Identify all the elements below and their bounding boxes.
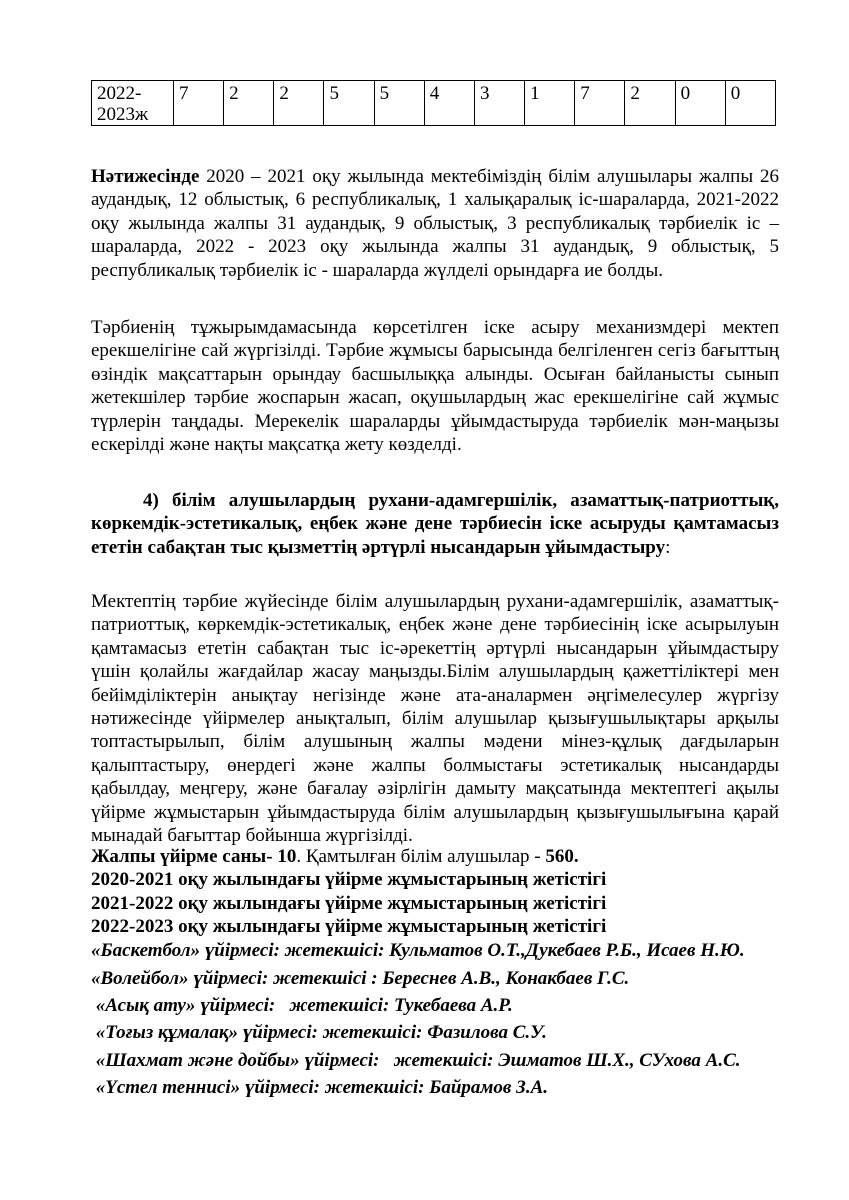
mechanism-text: Тәрбиенің тұжырымдамасында көрсетілген іске асыру механизмдері мектеп ерекшелігіне сай жүргізілді. Тәрбие жұмысы барысында белгіленген сегіз бағыттың өзіндік мақсаттарын орындау басшылыққа алынды. Осыған байланысты сынып жетекшілер тәрбие жоспарын жасап, оқушылардың жас ерекшелігіне сай жұмыс түрлерін таңдады. Мерекелік шараларды ұйымдастыруда тәрбиелік мән-маңызы ескерілді және нақты мақсатқа жету көзделді.	[91, 317, 779, 456]
club-asyk-atu: «Асық ату» үйірмесі: жетекшісі: Тукебаева А.Р.	[91, 995, 513, 1017]
result-text: 2020 – 2021 оқу жылында мектебіміздің білім алушылары жалпы 26 аудандық, 12 облыстық, 6 республикалық, 1 халықаралық іс-шараларда, 2021-2022 оқу жылында жалпы 31 аудандық, 9 облыстық, 3 республикалық тәрбиелік іс – шараларда, 2022 - 2023 оқу жылында жалпы 31 аудандық, 9 облыстық, 5 республикалық тәрбиелік іс - шараларда жүлделі орындарға ие болды.	[91, 166, 779, 281]
table-cell: 2	[625, 81, 675, 126]
table-cell: 5	[374, 81, 424, 126]
table-cell: 2	[224, 81, 274, 126]
table-cell: 0	[675, 81, 725, 126]
achievement-heading: 2020-2021 оқу жылындағы үйірме жұмыстарының жетістігі	[91, 869, 607, 891]
table-cell: 3	[474, 81, 524, 126]
result-paragraph	[91, 165, 779, 282]
section-4-body-text: Мектептің тәрбие жүйесінде білім алушылардың рухани-адамгершілік, азаматтық-патриоттық, көркемдік-эстетикалық, еңбек және дене тәрбиесінің іске асырылуын қамтамасыз ететін сабақтан тыс іс-әрекеттің әртүрлі нысандарын ұйымдастыру үшін қолайлы жағдайлар жасау маңызды.Білім алушылардың қажеттіліктері мен бейімділіктерін анықтау негізінде және ата-аналармен әңгімелесулер жүргізу нәтижесінде үйірмелер анықталып, білім алушылар қызығушылықтары арқылы топтастырылып, білім алушының жалпы мәдени мінез-құлық дағдыларын қалыптастыру, өнердегі және жалпы болмыстағы эстетикалық нысандарды қабылдау, меңгеру, және бағалау әзірлігін дамыту мақсатында мектептегі ақылы үйірме жұмыстарын ұйымдастыруда білім алушылардың қызығушылығына қарай мынадай бағыттар бойынша жүргізілді.	[91, 591, 779, 847]
table-cell: 2	[274, 81, 324, 126]
section-4-heading	[91, 489, 779, 559]
table-cell: 5	[324, 81, 374, 126]
table-cell: 4	[424, 81, 474, 126]
students-label: . Қамтылған білім алушылар -	[296, 846, 546, 867]
club-volleyball: «Волейбол» үйірмесі: жетекшісі : Береснев А.В., Конакбаев Г.С.	[91, 967, 630, 989]
table-cell: 7	[174, 81, 224, 126]
table-row	[92, 81, 776, 126]
clubs-summary	[91, 845, 779, 1100]
table-cell: 7	[575, 81, 625, 126]
club-basketball: «Баскетбол» үйірмесі: жетекшісі: Кульматов О.Т.,Дукебаев Р.Б., Исаев Н.Ю.	[91, 939, 745, 961]
clubs-count: Жалпы үйірме саны- 10	[91, 846, 297, 867]
section-4-body	[91, 590, 779, 847]
table-cell: 1	[525, 81, 575, 126]
result-lead: Нәтижесінде	[91, 166, 200, 187]
club-togyz-kumalak: «Тоғыз құмалақ» үйірмесі: жетекшісі: Фазилова С.У.	[91, 1022, 547, 1044]
section-4-heading-colon: :	[665, 536, 671, 558]
results-table	[91, 80, 776, 126]
achievement-heading: 2021-2022 оқу жылындағы үйірме жұмыстарының жетістігі	[91, 892, 607, 914]
year-line-1: 2022-	[97, 83, 142, 104]
table-cell-year	[92, 81, 174, 126]
club-table-tennis: «Үстел теннисі» үйірмесі: жетекшісі: Байрамов З.А.	[91, 1077, 548, 1099]
achievement-heading: 2022-2023 оқу жылындағы үйірме жұмыстарының жетістігі	[91, 916, 607, 938]
section-4-heading-text: 4) білім алушылардың рухани-адамгершілік, азаматтық-патриоттық, көркемдік-эстетикалық, еңбек және дене тәрбиесін іске асыруды қамтамасыз ететін сабақтан тыс қызметтің әртүрлі нысандарын ұйымдастыру	[91, 490, 779, 558]
mechanism-paragraph	[91, 316, 779, 456]
clubs-count-line	[91, 845, 779, 868]
table-cell: 0	[725, 81, 775, 126]
students-value: 560.	[545, 846, 579, 867]
year-line-2: 2023ж	[97, 104, 149, 125]
club-chess-checkers: «Шахмат және дойбы» үйірмесі: жетекшісі: Эшматов Ш.Х., СУхова А.С.	[91, 1049, 741, 1071]
